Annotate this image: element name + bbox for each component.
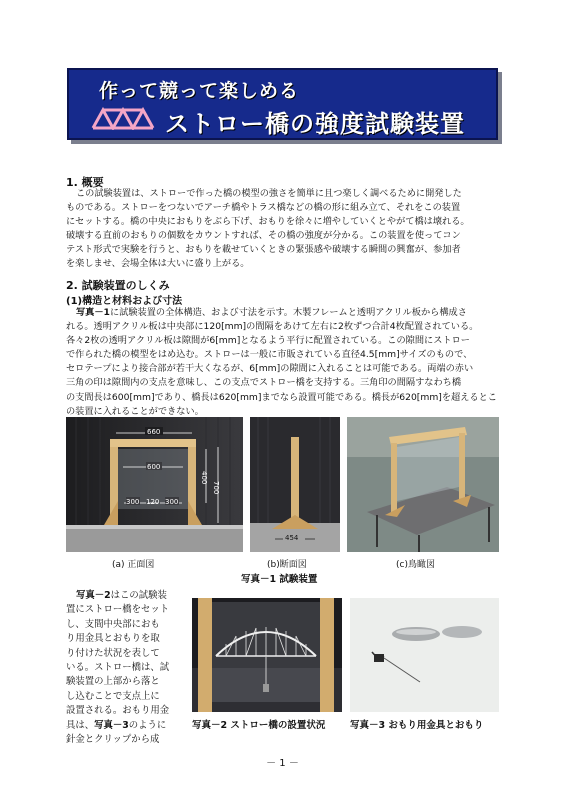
photo-weights [350,598,499,712]
section-3-body [66,589,169,747]
dim-400: 400 [200,471,208,485]
body-line: いる。ストロー橋は、試 [66,662,170,674]
section-2-heading: 2. 試験装置のしくみ [66,279,170,292]
body-line: り用金具とおもりを取 [66,633,160,645]
body-line: テスト形式で実験を行うと、おもりを載せていくときの緊張感や破壊する瞬間の興奮が、参加者 [66,244,461,256]
section-1-body [66,187,470,272]
body-line: れる。透明アクリル板は中央部に120[mm]の間隔をあけて左右に2枚ずつ合計4枚配置されている。 [66,321,479,333]
photo-front-view [66,417,243,552]
section-2-subheading: (1)構造と材料および寸法 [66,296,183,307]
truss-bridge-icon [91,106,157,130]
body-line: 置にストロー橋をセット [66,604,170,616]
body-line: で作られた橋の模型をはめ込む。ストローは一般に市販されている直径4.5[mm]サイズのもので、 [66,349,473,361]
banner-subtitle: 作って競って楽しめる [99,80,300,102]
body-line: セロテープにより接合部が若干大くなるが、6[mm]の隙間に入れることは可能である。両端の赤い [66,363,474,375]
body-line: を楽しませ、会場全体は大いに盛り上がる。 [66,258,250,270]
body-line: 破壊する直前のおもりの個数をカウントすれば、その橋の強度が分かる。この装置を使ってコン [66,230,461,242]
body-line: ものである。ストローをつないでアーチ橋やトラス橋などの橋の形に組み立て、それをこの装置 [66,202,461,214]
body-line: 験装置の上部から落と [66,676,160,688]
photo-ref: 写真－3 [94,719,129,731]
body-line: り付けた状況を表して [66,647,160,659]
photo-bridge-installed [192,598,342,712]
dim-300-left: 300 [126,498,140,506]
banner-title: ストロー橋の強度試験装置 [165,110,465,138]
dim-600: 600 [147,463,161,471]
caption-section: (b)断面図 [267,560,307,570]
body-line: し、支間中央部におも [66,618,160,630]
caption-birds-eye: (c)鳥瞰図 [396,560,435,570]
body-line: 針金とクリップから成 [66,734,160,746]
title-banner [67,68,498,140]
photo-birds-eye [347,417,499,552]
body-line: の支間長は600[mm]であり、橋長は620[mm]までなら設置可能である。橋長が620[mm]を超えるとこ [66,391,497,403]
body-line: 設置される。おもり用金 [66,705,170,717]
body-line: の装置に入れることができない。 [66,405,204,417]
photo-2-caption: 写真－2 ストロー橋の設置状況 [192,720,326,731]
photo-3-caption: 写真－3 おもり用金具とおもり [350,720,484,731]
dim-120: 120 [146,498,160,506]
body-line: 各々2枚の透明アクリル板は隙間が6[mm]となるよう平行に配置されている。この隙間にストロー [66,335,470,347]
body-line: はこの試験装 [110,590,167,601]
page-number: － 1 － [266,758,299,769]
dim-700: 700 [212,481,220,495]
body-line: し込むことで支点上に [66,690,160,702]
body-line: に試験装置の全体構造、および寸法を示す。木製フレームと透明アクリル板から構成さ [109,307,467,318]
dim-660: 660 [147,428,161,436]
section-1-heading: 1. 概要 [66,176,104,189]
dim-300-right: 300 [165,498,179,506]
body-line: のように [128,719,167,731]
body-line: 三角の印は隙間内の支点を意味し、この支点でストロー橋を支持する。三角印の間隔すなわち橋 [66,377,462,389]
caption-front: (a) 正面図 [112,560,155,570]
body-line: この試験装置は、ストローで作った橋の模型の強さを簡単に且つ楽しく調べるために開発した [76,188,462,199]
section-2-body [66,306,497,419]
photo-1-caption: 写真－1 試験装置 [241,574,318,585]
photo-ref: 写真－2 [76,590,111,601]
dim-454: 454 [285,534,299,542]
body-line: にセットする。橋の中央におもりをぶら下げ、おもりを徐々に増やしていくとやがて橋は壊れる。 [66,216,470,228]
photo-cross-section [250,417,340,552]
photo-ref: 写真－1 [76,307,110,318]
body-line: 具は、 [66,719,95,731]
